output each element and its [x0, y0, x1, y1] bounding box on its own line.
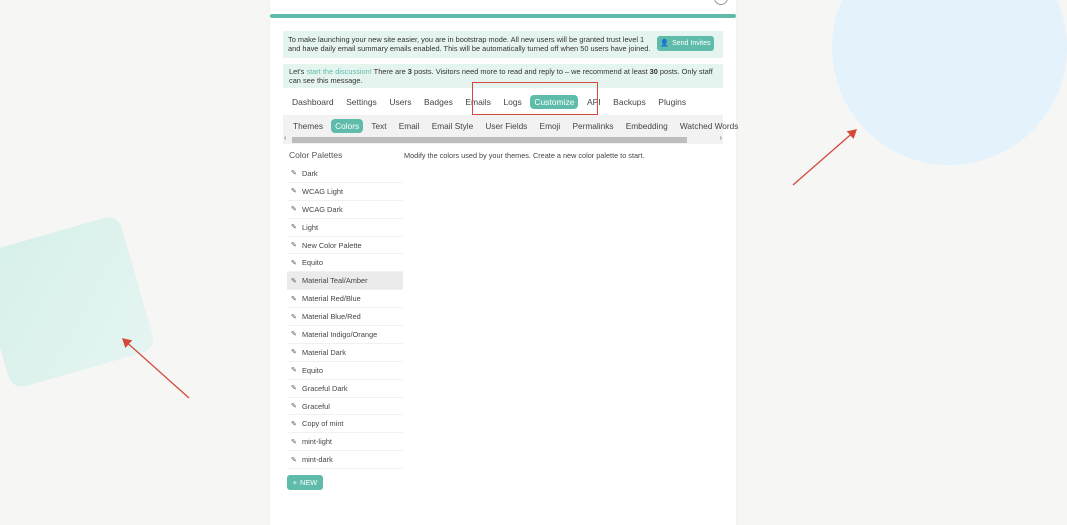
- pencil-icon: ✎: [291, 385, 297, 393]
- discussion-suffix: posts. Only staff can see this message.: [289, 67, 713, 85]
- pencil-icon: ✎: [291, 188, 297, 196]
- admin-tab-settings[interactable]: Settings: [346, 96, 377, 107]
- palette-item-label: Material Teal/Amber: [302, 276, 368, 286]
- admin-panel: [270, 0, 739, 525]
- palette-item[interactable]: [287, 362, 403, 380]
- palette-item[interactable]: [287, 272, 403, 290]
- discussion-mid: There are: [371, 67, 408, 76]
- scrollbar-thumb[interactable]: [292, 137, 687, 143]
- palette-item[interactable]: [287, 308, 403, 326]
- palette-item-label: Material Blue/Red: [302, 312, 361, 322]
- discussion-mid2: posts. Visitors need more to read and reply to – we recommend at least: [411, 67, 650, 76]
- pencil-icon: ✎: [291, 349, 297, 357]
- bootstrap-mode-message: To make launching your new site easier, you are in bootstrap mode. All new users will be granted trust level 1 and have daily email summary emails enabled. This will be automatically turned off when 50 users have joined.: [288, 35, 651, 53]
- pencil-icon: ✎: [291, 242, 297, 249]
- palette-item[interactable]: [287, 237, 403, 255]
- admin-tab-customize[interactable]: Customize: [530, 95, 578, 109]
- palette-item[interactable]: [287, 326, 403, 344]
- customize-tab-user-fields[interactable]: User Fields: [485, 120, 528, 131]
- palette-item-label: Graceful: [302, 401, 330, 411]
- admin-tab-logs[interactable]: Logs: [503, 96, 522, 107]
- background-decor-circle: [832, 0, 1067, 165]
- new-palette-label: NEW: [300, 478, 318, 487]
- palette-item-label: WCAG Dark: [302, 204, 343, 214]
- customize-tab-permalinks[interactable]: Permalinks: [572, 120, 614, 131]
- user-plus-icon: 👤: [660, 40, 670, 47]
- pencil-icon: ✎: [291, 259, 297, 267]
- pencil-icon: ✎: [291, 331, 297, 339]
- palette-item-label: Material Indigo/Orange: [302, 329, 378, 339]
- pencil-icon: ✎: [291, 277, 297, 285]
- color-palette-list: [287, 165, 403, 469]
- admin-tab-users[interactable]: Users: [389, 96, 412, 107]
- customize-tab-colors[interactable]: Colors: [331, 119, 363, 133]
- palette-item[interactable]: [287, 398, 403, 416]
- palette-item-label: Material Red/Blue: [302, 294, 361, 304]
- admin-tab-dashboard[interactable]: Dashboard: [292, 96, 334, 107]
- customize-subnav: [283, 115, 739, 136]
- recommended-count: 30: [649, 67, 658, 76]
- admin-tab-api[interactable]: API: [586, 96, 601, 107]
- admin-tab-backups[interactable]: Backups: [613, 96, 646, 107]
- customize-tab-text[interactable]: Text: [371, 120, 387, 131]
- send-invites-label: Send Invites: [672, 40, 711, 47]
- palette-item[interactable]: [287, 219, 403, 237]
- pencil-icon: ✎: [291, 313, 297, 321]
- palette-item[interactable]: [287, 433, 403, 451]
- pencil-icon: ✎: [291, 403, 297, 411]
- background-decor-square: [0, 214, 156, 390]
- palette-item-label: mint-dark: [302, 455, 333, 465]
- user-avatar-icon[interactable]: [714, 0, 728, 5]
- scroll-right-arrow-icon[interactable]: ›: [719, 135, 722, 142]
- new-palette-button[interactable]: [287, 475, 323, 490]
- admin-tab-emails[interactable]: Emails: [465, 96, 491, 107]
- admin-tab-badges[interactable]: Badges: [424, 96, 453, 107]
- scroll-left-arrow-icon[interactable]: ‹: [284, 135, 287, 142]
- palette-item[interactable]: [287, 290, 403, 308]
- palette-item[interactable]: [287, 201, 403, 219]
- palette-item-label: Copy of mint: [302, 419, 344, 429]
- customize-tab-emoji[interactable]: Emoji: [539, 120, 561, 131]
- pencil-icon: ✎: [291, 170, 297, 178]
- pencil-icon: ✎: [291, 295, 297, 303]
- plus-icon: +: [292, 478, 298, 487]
- pencil-icon: ✎: [291, 224, 297, 232]
- discussion-prefix: Let's: [289, 67, 307, 76]
- customize-tab-watched-words[interactable]: Watched Words: [679, 120, 739, 131]
- palette-item-label: Dark: [302, 168, 318, 178]
- palette-item-label: Graceful Dark: [302, 383, 348, 393]
- palette-item[interactable]: [287, 415, 403, 433]
- start-discussion-link[interactable]: start the discussion!: [306, 67, 372, 76]
- palette-item[interactable]: [287, 451, 403, 469]
- palette-item[interactable]: [287, 183, 403, 201]
- pencil-icon: ✎: [291, 438, 297, 446]
- pencil-icon: ✎: [291, 206, 297, 214]
- pencil-icon: ✎: [291, 420, 297, 428]
- admin-tab-plugins[interactable]: Plugins: [658, 96, 687, 107]
- pencil-icon: ✎: [291, 456, 297, 464]
- subnav-scrollbar[interactable]: [283, 136, 723, 144]
- palette-item-label: WCAG Light: [302, 186, 344, 196]
- palette-item-label: New Color Palette: [302, 240, 362, 250]
- palette-item[interactable]: [287, 344, 403, 362]
- bootstrap-mode-notice: [283, 31, 723, 58]
- pencil-icon: ✎: [291, 367, 297, 375]
- send-invites-button[interactable]: [657, 36, 714, 51]
- annotation-arrow-top-right: [793, 130, 856, 185]
- palette-item-label: mint-light: [302, 437, 332, 447]
- palette-item[interactable]: [287, 380, 403, 398]
- customize-tab-email-style[interactable]: Email Style: [431, 120, 474, 131]
- customize-tab-themes[interactable]: Themes: [293, 120, 323, 131]
- header-accent-line: [270, 14, 736, 18]
- customize-tab-email[interactable]: Email: [398, 120, 420, 131]
- customize-tab-embedding[interactable]: Embedding: [625, 120, 668, 131]
- palette-item-label: Light: [302, 222, 319, 232]
- annotation-highlight-box: [472, 82, 598, 115]
- palette-item[interactable]: [287, 254, 403, 272]
- palette-item-label: Material Dark: [302, 347, 346, 357]
- color-palettes-description: Modify the colors used by your themes. Create a new color palette to start.: [404, 151, 645, 160]
- color-palettes-heading: Color Palettes: [289, 150, 343, 160]
- post-count: 3: [407, 67, 412, 76]
- palette-item-label: Equito: [302, 365, 323, 375]
- palette-item[interactable]: [287, 165, 403, 183]
- palette-item-label: Equito: [302, 258, 323, 268]
